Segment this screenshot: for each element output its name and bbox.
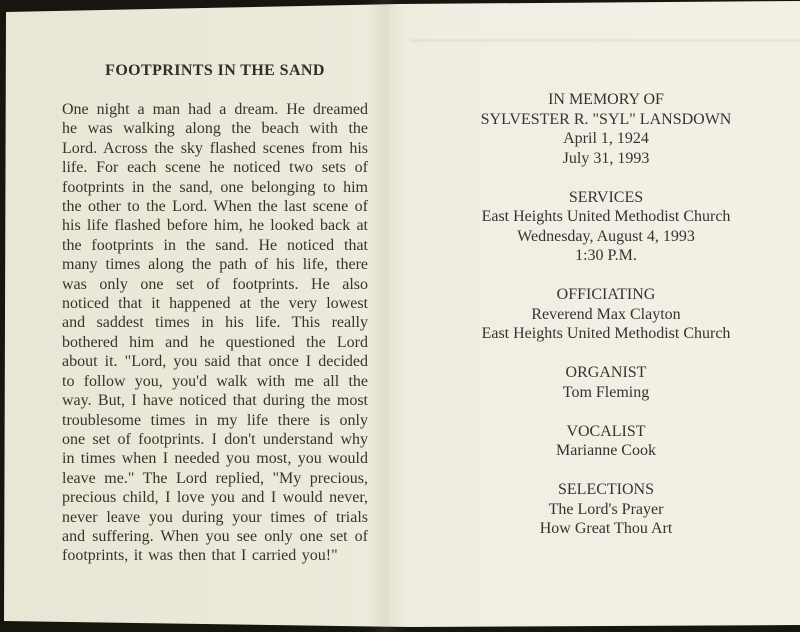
service-location: East Heights United Methodist Church xyxy=(481,208,731,225)
section-officiating xyxy=(420,285,792,344)
birth-date: April 1, 1924 xyxy=(563,130,649,147)
section-heading: SERVICES xyxy=(568,188,644,206)
officiant-name: Reverend Max Clayton xyxy=(531,305,681,323)
section-organist xyxy=(420,363,792,402)
service-date: Wednesday, August 4, 1993 xyxy=(517,227,695,245)
left-page xyxy=(62,62,368,566)
death-date: July 31, 1993 xyxy=(562,149,650,167)
vocalist-name: Marianne Cook xyxy=(556,442,656,459)
poem-title: FOOTPRINTS IN THE SAND xyxy=(105,62,325,79)
section-selections xyxy=(420,480,792,539)
section-vocalist xyxy=(420,422,792,461)
section-heading: IN MEMORY OF xyxy=(548,91,664,108)
section-services xyxy=(420,188,792,266)
officiant-church: East Heights United Methodist Church xyxy=(481,325,731,342)
poem-body: One night a man had a dream. He dreamed he was walking along the beach with the Lord. Across the sky flashed scenes from his life. For each scene he noticed two sets of footprints in the sand, one belonging to him the other to the Lord. When the last scene of his life flashed before him, he looked back at the footprints in the sand. He noticed that many times along the path of his life, there was only one set of footprints. He also noticed that it happened at the very lowest and saddest times in his life. This really bothered him and he questioned the Lord about it. "Lord, you said that once I decided to follow you, you'd walk with me all the way. But, I have noticed that during the most troublesome times in my life there is only one set of footprints. I don't understand why in times when I needed you most, you would leave me." The Lord replied, "My precious, precious child, I love you and I would never, never leave you during your times of trials and suffering. When you see only one set of footprints, it was then that I carried you!" xyxy=(62,101,368,565)
service-time: 1:30 P.M. xyxy=(575,247,637,264)
section-heading: VOCALIST xyxy=(566,422,646,440)
deceased-name: SYLVESTER R. "SYL" LANSDOWN xyxy=(480,110,732,128)
organist-name: Tom Fleming xyxy=(562,383,650,401)
selection-song-1: The Lord's Prayer xyxy=(548,500,664,518)
section-heading: ORGANIST xyxy=(565,364,647,381)
selection-song-2: How Great Thou Art xyxy=(539,520,673,537)
right-page xyxy=(420,90,792,558)
section-heading: SELECTIONS xyxy=(558,481,654,498)
section-heading: OFFICIATING xyxy=(556,286,656,303)
section-in-memory xyxy=(420,90,792,168)
